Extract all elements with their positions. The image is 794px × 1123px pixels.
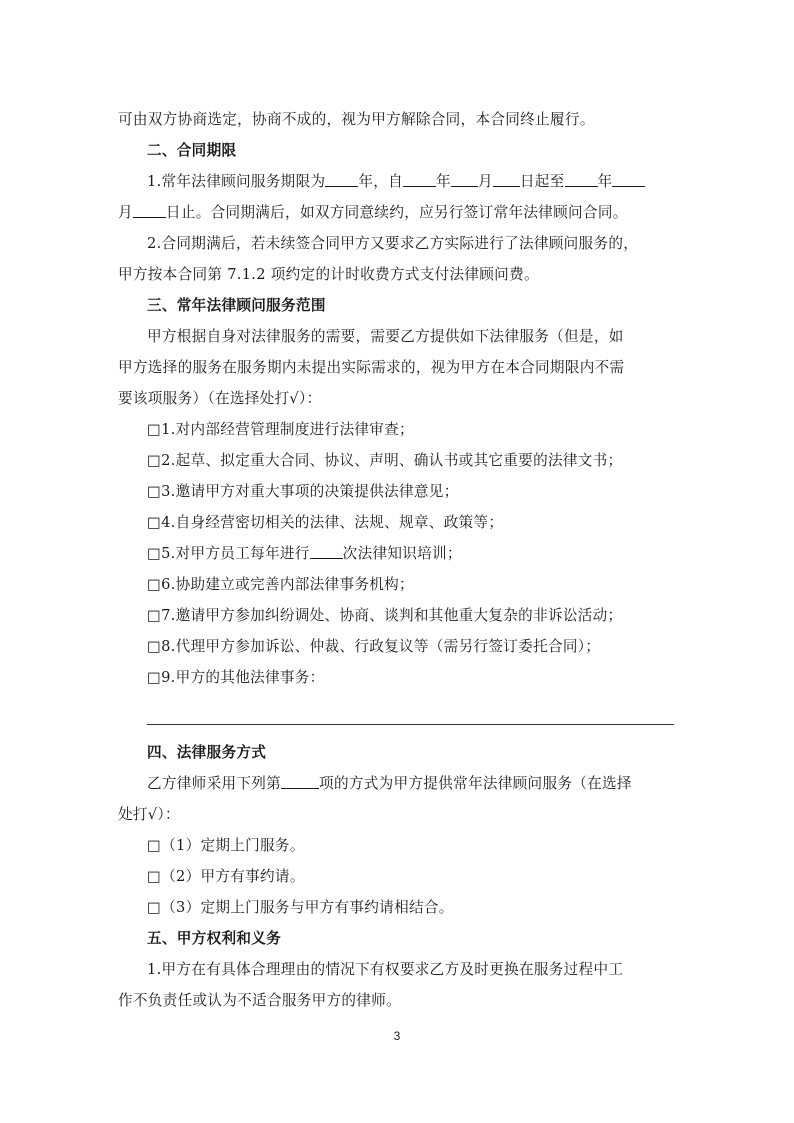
paragraph-continuation: 可由双方协商选定，协商不成的，视为甲方解除合同，本合同终止履行。: [118, 111, 595, 128]
blank-training-times[interactable]: [310, 544, 343, 559]
blank-start-month[interactable]: [451, 172, 478, 187]
section-4-line-2: 处打√）：: [118, 806, 180, 823]
section-3-intro-line-2: 甲方选择的服务在服务期内未提出实际需求的，视为甲方在本合同期限内不需: [118, 359, 625, 376]
clause-2-1-line-2: 月 日止。合同期满后，如双方同意续约，应另行签订常年法律顾问合同。: [118, 204, 628, 221]
blank-term-years[interactable]: [325, 172, 358, 187]
other-services-blank-line[interactable]: [118, 693, 674, 737]
service-option-9[interactable]: □9.甲方的其他法律事务：: [147, 669, 325, 686]
underline-rule: [147, 724, 674, 725]
document-body: [118, 104, 674, 1016]
blank-end-year[interactable]: [565, 172, 598, 187]
section-3-intro-line-1: 甲方根据自身对法律服务的需要，需要乙方提供如下法律服务（但是，如: [147, 328, 624, 345]
blank-method-number[interactable]: [281, 774, 319, 789]
blank-start-year[interactable]: [403, 172, 436, 187]
section-4-line-1: 乙方律师采用下列第 项的方式为甲方提供常年法律顾问服务（在选择: [147, 775, 632, 792]
clause-2-2-line-1: 2.合同期满后，若未续签合同甲方又要求乙方实际进行了法律顾问服务的，: [147, 235, 639, 252]
method-option-2[interactable]: □（2）甲方有事约请。: [147, 868, 305, 885]
service-option-1[interactable]: □1.对内部经营管理制度进行法律审查；: [147, 421, 414, 438]
section-heading-4: 四、法律服务方式: [147, 744, 267, 761]
blank-end-day[interactable]: [133, 203, 166, 218]
section-heading-3: 三、常年法律顾问服务范围: [147, 297, 326, 314]
blank-end-month-a[interactable]: [612, 172, 645, 187]
section-heading-5: 五、甲方权利和义务: [147, 930, 282, 947]
service-option-4[interactable]: □4.自身经营密切相关的法律、法规、规章、政策等；: [147, 514, 504, 531]
clause-5-1-line-1: 1.甲方在有具体合理理由的情况下有权要求乙方及时更换在服务过程中工: [147, 961, 624, 978]
service-option-6[interactable]: □6.协助建立或完善内部法律事务机构；: [147, 576, 414, 593]
service-option-2[interactable]: □2.起草、拟定重大合同、协议、声明、确认书或其它重要的法律文书；: [147, 452, 623, 469]
page-number: 3: [393, 1029, 401, 1043]
method-option-1[interactable]: □（1）定期上门服务。: [147, 837, 305, 854]
blank-start-day[interactable]: [493, 172, 520, 187]
section-heading-2: 二、合同期限: [147, 142, 237, 159]
clause-2-2-line-2: 甲方按本合同第 7.1.2 项约定的计时收费方式支付法律顾问费。: [118, 266, 539, 283]
section-3-intro-line-3: 要该项服务）（在选择处打√）：: [118, 390, 322, 407]
clause-5-1-line-2: 作不负责任或认为不适合服务甲方的律师。: [118, 992, 401, 1009]
service-option-5[interactable]: □5.对甲方员工每年进行 次法律知识培训；: [147, 545, 462, 562]
service-option-3[interactable]: □3.邀请甲方对重大事项的决策提供法律意见；: [147, 483, 459, 500]
method-option-3[interactable]: □（3）定期上门服务与甲方有事约请相结合。: [147, 899, 454, 916]
clause-2-1-line-1: 1.常年法律顾问服务期限为 年，自 年 月 日起至 年: [118, 166, 674, 197]
service-option-8[interactable]: □8.代理甲方参加诉讼、仲裁、行政复议等（需另行签订委托合同）；: [147, 638, 601, 655]
service-option-7[interactable]: □7.邀请甲方参加纠纷调处、协商、谈判和其他重大复杂的非诉讼活动；: [147, 607, 623, 624]
